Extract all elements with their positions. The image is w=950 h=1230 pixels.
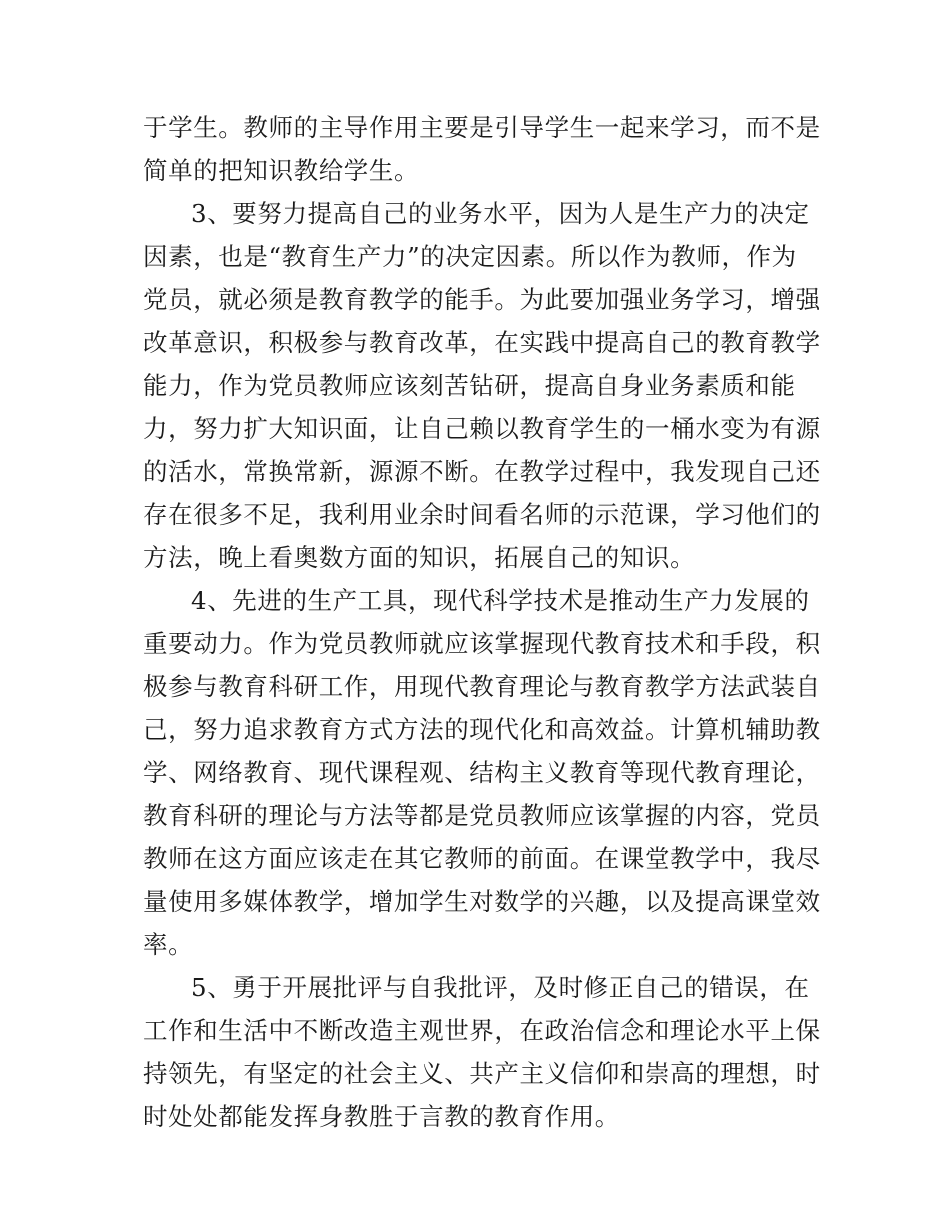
text-line: 因素，也是“教育生产力”的决定因素。所以作为教师，作为 bbox=[143, 242, 797, 271]
text-line: 方法，晚上看奥数方面的知识，拓展自己的知识。 bbox=[143, 543, 696, 572]
text-line: 时处处都能发挥身教胜于言教的教育作用。 bbox=[143, 1102, 620, 1131]
text-line: 极参与教育科研工作，用现代教育理论与教育教学方法武装自 bbox=[143, 672, 821, 701]
text-line: 的活水，常换常新，源源不断。在教学过程中，我发现自己还 bbox=[143, 457, 821, 486]
paragraph-5-first-line: 5、勇于开展批评与自我批评，及时修正自己的错误，在 bbox=[191, 973, 810, 1002]
text-line: 能力，作为党员教师应该刻苦钻研，提高自身业务素质和能 bbox=[143, 371, 796, 400]
text-line: 改革意识，积极参与教育改革，在实践中提高自己的教育教学 bbox=[143, 328, 821, 357]
text-line: 工作和生活中不断改造主观世界，在政治信念和理论水平上保 bbox=[143, 1016, 821, 1045]
paragraph-4-first-line: 4、先进的生产工具，现代科学技术是推动生产力发展的 bbox=[191, 586, 810, 615]
text-line: 存在很多不足，我利用业余时间看名师的示范课，学习他们的 bbox=[143, 500, 821, 529]
text-line: 学、网络教育、现代课程观、结构主义教育等现代教育理论， bbox=[143, 758, 821, 787]
text-line: 简单的把知识教给学生。 bbox=[143, 156, 420, 185]
text-line: 量使用多媒体教学，增加学生对数学的兴趣，以及提高课堂效 bbox=[143, 887, 821, 916]
text-line: 教师在这方面应该走在其它教师的前面。在课堂教学中，我尽 bbox=[143, 844, 821, 873]
text-line: 己，努力追求教育方式方法的现代化和高效益。计算机辅助教 bbox=[143, 715, 821, 744]
text-line: 党员，就必须是教育教学的能手。为此要加强业务学习，增强 bbox=[143, 285, 821, 314]
text-line: 力，努力扩大知识面，让自己赖以教育学生的一桶水变为有源 bbox=[143, 414, 821, 443]
text-line: 教育科研的理论与方法等都是党员教师应该掌握的内容，党员 bbox=[143, 801, 821, 830]
text-line: 于学生。教师的主导作用主要是引导学生一起来学习，而不是 bbox=[143, 113, 821, 142]
text-line: 率。 bbox=[143, 930, 194, 959]
paragraph-3-first-line: 3、要努力提高自己的业务水平，因为人是生产力的决定 bbox=[191, 199, 810, 228]
document-body bbox=[143, 106, 821, 1138]
text-line: 重要动力。作为党员教师就应该掌握现代教育技术和手段，积 bbox=[143, 629, 821, 658]
text-line: 持领先，有坚定的社会主义、共产主义信仰和崇高的理想，时 bbox=[143, 1059, 821, 1088]
